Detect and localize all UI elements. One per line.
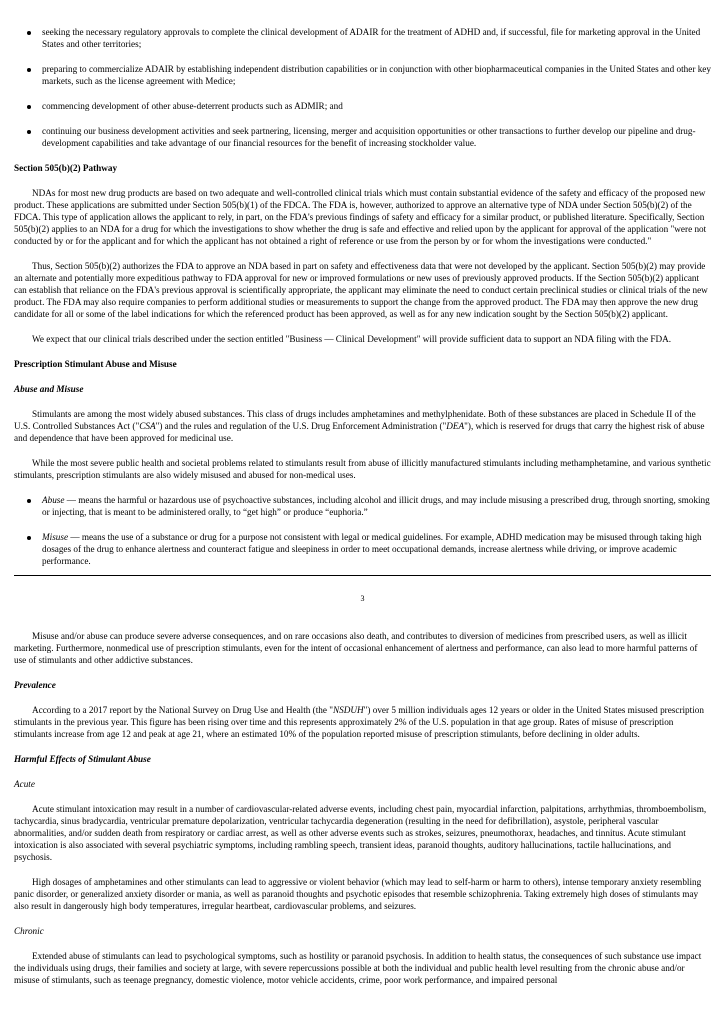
misuse-term: Misuse bbox=[42, 532, 69, 542]
abuse-p1-part-a: Stimulants are among the most widely abused substances. This class of drugs includes amphetamines and methylphenidate. Both of these substances are placed in Schedule II of the U.S. Controlled Substances Act (" bbox=[14, 409, 696, 431]
abuse-definition: — means the harmful or hazardous use of psychoactive substances, including alcohol and illicit drugs, and may include misusing a prescribed drug, through snorting, smoking or injecting, that is meant to be administered orally, to “get high” or produce “euphoria.” bbox=[42, 495, 710, 517]
page-3-content bbox=[14, 26, 711, 580]
abuse-p1-part-b: ") and the rules and regulation of the U.S. Drug Enforcement Administration (" bbox=[155, 421, 447, 431]
misuse-consequences-paragraph: Misuse and/or abuse can produce severe adverse consequences, and on rare occasions also death, and contributes to diversion of medicines from prescribed users, as well as illicit marketing. Furthermore, nonmedical use of prescription stimulants, even for the intent of occasional enhancement of alertness and performance, can also lead to more harmful patterns of use of stimulants and other addictive substances. bbox=[14, 631, 698, 665]
prevalence-part-b: ") over 5 million individuals ages 12 years or older in the United States misused prescription stimulants in the previous year. This figure has been rising over time and this represents approximately 2% of the U.S. population in that age group. Rates of misuse of prescription stimulants increase from age 12 and peak at age 21, where an estimated 10% of the population reported misuse of prescription stimulants, before declining in older adults. bbox=[14, 705, 704, 739]
bullet-text: continuing our business development activities and seek partnering, licensing, merger and acquisition opportunities or other transactions to further develop our pipeline and drug-development capabilities and take advantage of our financial resources for the benefit of increasing stockholder value. bbox=[42, 126, 696, 148]
page-4-content bbox=[14, 630, 711, 999]
acute-heading: Acute bbox=[14, 779, 35, 789]
dea-term: DEA bbox=[446, 421, 465, 431]
acute-paragraph-1: Acute stimulant intoxication may result in a number of cardiovascular-related adverse events, including chest pain, myocardial infarction, palpitations, arrhythmias, thromboembolism, tachycardia, sinus bradycardia, ventricular premature depolarization, ventricular tachycardia degeneration (resulting in the need for defibrillation), asystole, peripheral vascular abnormalities, and/or sudden death from respiratory or cardiac arrest, as well as other adverse events such as strokes, seizures, pneumothorax, headaches, and tinnitus. Acute stimulant intoxication is also associated with several psychiatric symptoms, including rambling speech, transient ideas, paranoid thoughts, auditory hallucinations, tactile hallucinations, and psychosis. bbox=[14, 804, 707, 862]
page-divider bbox=[14, 575, 711, 576]
bullet-dot-icon bbox=[27, 31, 31, 35]
bullet-dot-icon bbox=[27, 68, 31, 72]
prevalence-part-a: According to a 2017 report by the National Survey on Drug Use and Health (the " bbox=[32, 705, 333, 715]
chronic-heading: Chronic bbox=[14, 926, 44, 936]
bullet-dot-icon bbox=[27, 499, 31, 503]
abuse-term: Abuse bbox=[42, 495, 65, 505]
abuse-paragraph-2: While the most severe public health and societal problems related to stimulants result from abuse of illicitly manufactured stimulants including methamphetamine, and various synthetic stimulants, prescription stimulants are also widely misused and abused for non-medical uses. bbox=[14, 458, 711, 480]
abuse-misuse-subheading: Abuse and Misuse bbox=[14, 384, 84, 394]
bullet-dot-icon bbox=[27, 536, 31, 540]
bullet-item bbox=[14, 63, 711, 87]
misuse-definition: — means the use of a substance or drug for a purpose not consistent with legal or medical guidelines. For example, ADHD medication may be misused through taking high dosages of the drug to enhance alertness and counteract fatigue and sleepiness in order to meet occupational demands, increase alertness while driving, or improve academic performance. bbox=[42, 532, 702, 566]
section-505-paragraph: NDAs for most new drug products are based on two adequate and well-controlled clinical trials which must contain substantial evidence of the safety and efficacy of the proposed new product. These applications are submitted under Section 505(b)(1) of the FDCA. The FDA is, however, authorized to approve an alternative type of NDA under Section 505(b)(2) of the FDCA. This type of application allows the applicant to rely, in part, on the FDA's previous findings of safety and efficacy for a similar product, or published literature. Specifically, Section 505(b)(2) applies to an NDA for a drug for which the investigations to show whether the drug is safe and effective and relied upon by the applicant for approval of the application "were not conducted by or for the applicant and for which the applicant has not obtained a right of reference or use from the person by or for whom the investigations were conducted." bbox=[14, 188, 707, 246]
abuse-p1-part-c: "), which is reserved for drugs that carry the highest risk of abuse and dependence that have been approved for medicinal use. bbox=[14, 421, 705, 443]
chronic-paragraph: Extended abuse of stimulants can lead to psychological symptoms, such as hostility or paranoid psychosis. In addition to health status, the consequences of such substance use impact the individuals using drugs, their families and society at large, with severe repercussions possible at both the individual and public health level resulting from the chronic abuse and/or misuse of stimulants, such as teenage pregnancy, domestic violence, motor vehicle accidents, crime, poor work performance, and impaired personal bbox=[14, 951, 702, 985]
bullet-text: seeking the necessary regulatory approvals to complete the clinical development of ADAIR for the treatment of ADHD and, if successful, file for marketing approval in the United States and other territories; bbox=[42, 27, 701, 49]
bullet-dot-icon bbox=[27, 105, 31, 109]
section-505-paragraph: Thus, Section 505(b)(2) authorizes the FDA to approve an NDA based in part on safety and effectiveness data that were not developed by the applicant. Section 505(b)(2) may provide an alternate and potentially more expeditious pathway to FDA approval for new or improved formulations or new uses of previously approved products. If the Section 505(b)(2) applicant can establish that reliance on the FDA's previous approval is scientifically appropriate, the applicant may eliminate the need to conduct certain preclinical studies or clinical trials of the new product. The FDA may also require companies to perform additional studies or measurements to support the change from the approved product. The FDA may then approve the new drug candidate for all or some of the label indications for which the referenced product has been approved, as well as for any new indication sought by the Section 505(b)(2) applicant. bbox=[14, 261, 708, 319]
bullet-item bbox=[14, 26, 711, 50]
section-505-heading: Section 505(b)(2) Pathway bbox=[14, 163, 118, 173]
definition-misuse bbox=[14, 531, 711, 567]
bullet-text: preparing to commercialize ADAIR by establishing independent distribution capabilities or in conjunction with other biopharmaceutical companies in the United States and other key markets, such as the license agreement with Medice; bbox=[42, 64, 711, 86]
prevalence-paragraph bbox=[14, 704, 711, 740]
prevalence-heading: Prevalence bbox=[14, 680, 56, 690]
definition-abuse bbox=[14, 494, 711, 518]
bullet-item bbox=[14, 125, 711, 149]
page-number: 3 bbox=[360, 594, 365, 603]
csa-term: CSA bbox=[139, 421, 156, 431]
bullet-text: commencing development of other abuse-deterrent products such as ADMIR; and bbox=[42, 101, 343, 111]
acute-paragraph-2: High dosages of amphetamines and other stimulants can lead to aggressive or violent behavior (which may lead to self-harm or harm to others), intense temporary anxiety resembling panic disorder, or generalized anxiety disorder or mania, as well as paranoid thoughts and psychotic episodes that resemble schizophrenia. Taking extremely high doses of stimulants may also result in dangerously high body temperatures, irregular heartbeat, cardiovascular problems, and seizures. bbox=[14, 877, 702, 911]
prescription-stimulant-heading: Prescription Stimulant Abuse and Misuse bbox=[14, 359, 177, 369]
harmful-effects-heading: Harmful Effects of Stimulant Abuse bbox=[14, 754, 151, 764]
bullet-dot-icon bbox=[27, 130, 31, 134]
bullet-item bbox=[14, 100, 711, 112]
section-505-paragraph: We expect that our clinical trials described under the section entitled "Business — Clinical Development" will provide sufficient data to support an NDA filing with the FDA. bbox=[32, 334, 672, 344]
abuse-paragraph-1 bbox=[14, 408, 711, 444]
nsduh-term: NSDUH bbox=[333, 705, 364, 715]
